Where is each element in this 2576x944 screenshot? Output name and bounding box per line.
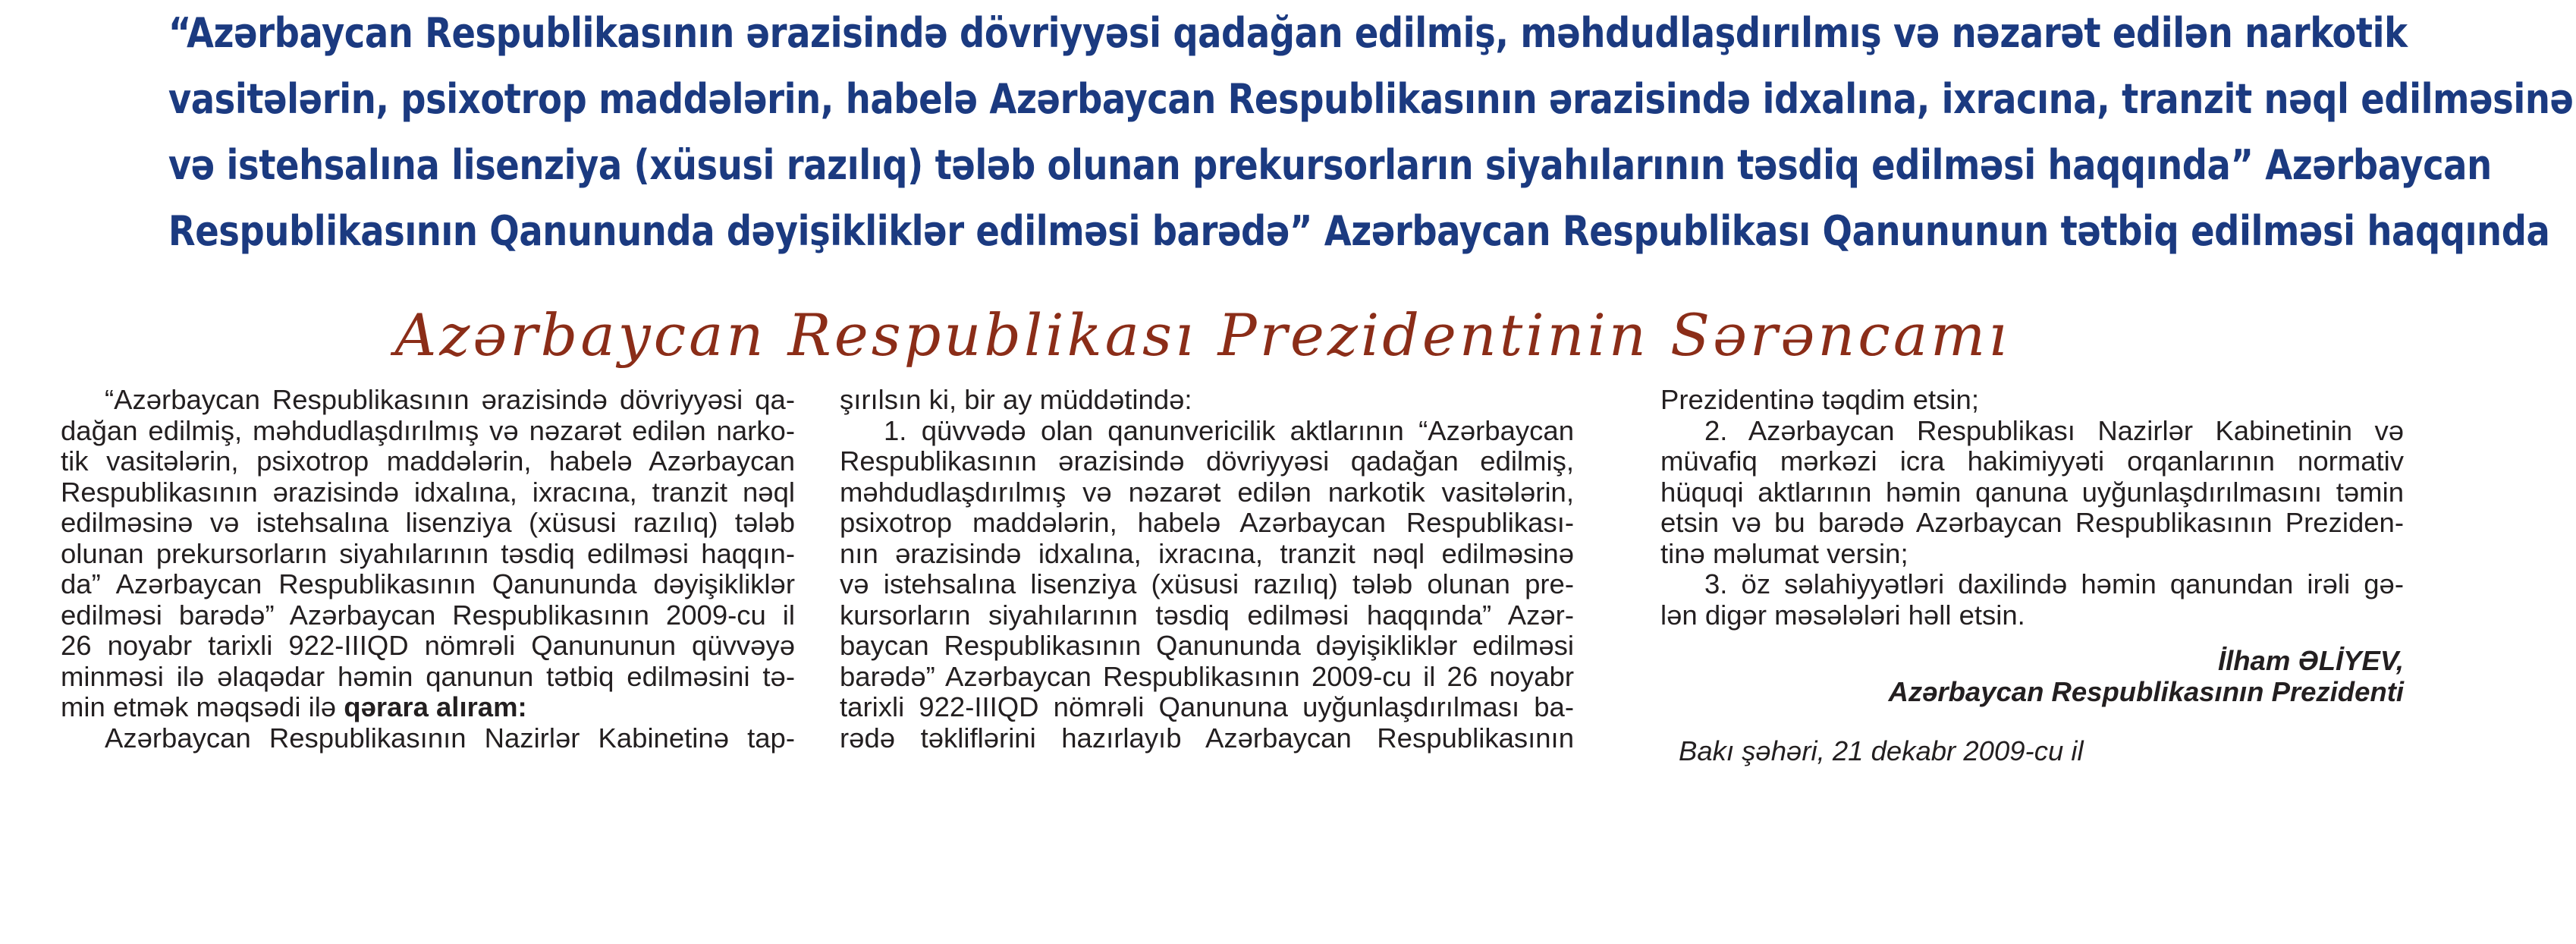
- place-date: Bakı şəhəri, 21 dekabr 2009-cu il: [1679, 735, 2084, 766]
- text-line: [61, 692, 795, 723]
- text-line: 26 noyabr tarixli 922-IIIQD nömrəli Qanununun qüvvəyə: [61, 630, 795, 661]
- text-line: məhdudlaşdırılmış və nəzarət edilən narkotik vasitələrin,: [840, 476, 1574, 508]
- text-line: barədə” Azərbaycan Respublikasının 2009-cu il 26 noyabr: [840, 660, 1574, 692]
- text-line: dağan edilmiş, məhdudlaşdırılmış və nəzarət edilən narko-: [61, 414, 795, 446]
- headline-line: və istehsalına lisenziya (xüsusi razılıq) tələb olunan prekursorların siyahılarının təsdiq edilməsi haqqında” Azərbaycan: [168, 141, 2492, 189]
- text-line: tarixli 922-IIIQD nömrəli Qanununa uyğunlaşdırılması ba-: [840, 691, 1574, 722]
- text-line: tik vasitələrin, psixotrop maddələrin, habelə Azərbaycan: [61, 445, 795, 477]
- text-line: minməsi ilə əlaqədar həmin qanunun tətbiq edilməsini tə-: [61, 660, 795, 692]
- signature-name: İlham ƏLİYEV,: [2217, 645, 2404, 676]
- text-line: Respublikasının ərazisində dövriyyəsi qadağan edilmiş,: [840, 445, 1574, 477]
- text-line: 3. öz səlahiyyətləri daxilində həmin qanundan irəli gə-: [1704, 568, 2404, 599]
- text-line: 1. qüvvədə olan qanunvericilik aktlarının “Azərbaycan: [884, 414, 1574, 446]
- text-line: tinə məlumat versin;: [1660, 537, 1908, 569]
- text-line: Prezidentinə təqdim etsin;: [1660, 384, 1979, 415]
- text-line: etsin və bu barədə Azərbaycan Respublikasının Preziden-: [1660, 507, 2404, 538]
- headline-line: “Azərbaycan Respublikasının ərazisində dövriyyəsi qadağan edilmiş, məhdudlaşdırılmış və nəzarət edilən narkotik: [168, 9, 2408, 57]
- signature-title: Azərbaycan Respublikasının Prezidenti: [1888, 675, 2404, 707]
- text-column-1: [61, 385, 795, 754]
- text-line: baycan Respublikasının Qanununda dəyişikliklər edilməsi: [840, 630, 1574, 661]
- headline-line: vasitələrin, psixotrop maddələrin, habelə Azərbaycan Respublikasının ərazisində idxalına, ixracına, tranzit nəql edilməsinə: [168, 75, 2574, 123]
- text-line: 2. Azərbaycan Respublikası Nazirlər Kabinetinin və: [1704, 414, 2404, 446]
- subtitle: Azərbaycan Respublikası Prezidentinin Sərəncamı: [394, 301, 2010, 369]
- text-line: “Azərbaycan Respublikasının ərazisində dövriyyəsi qa-: [105, 384, 795, 415]
- text-column-2: [840, 385, 1574, 754]
- text-line: və istehsalına lisenziya (xüsusi razılıq) tələb olunan pre-: [840, 568, 1574, 599]
- text-line: nın ərazisində idxalına, ixracına, tranzit nəql edilməsinə: [840, 537, 1574, 569]
- text-line: edilməsi barədə” Azərbaycan Respublikasının 2009-cu il: [61, 599, 795, 631]
- text-line: hüquqi aktlarının həmin qanuna uyğunlaşdırılmasını təmin: [1660, 476, 2404, 508]
- text-line: Azərbaycan Respublikasının Nazirlər Kabinetinə tap-: [105, 722, 795, 754]
- text-line: Respublikasının ərazisində idxalına, ixracına, tranzit nəql: [61, 476, 795, 508]
- text-fragment: min etmək məqsədi ilə: [61, 691, 344, 722]
- headline-line: Respublikasının Qanununda dəyişikliklər edilməsi barədə” Azərbaycan Respublikası Qanununun tətbiq edilməsi haqqında: [168, 207, 2550, 255]
- decision-phrase: qərara alıram:: [344, 691, 527, 722]
- text-line: kursorların siyahılarının təsdiq edilməsi haqqında” Azər-: [840, 599, 1574, 631]
- text-line: şırılsın ki, bir ay müddətində:: [840, 384, 1192, 415]
- text-line: müvafiq mərkəzi icra hakimiyyəti orqanlarının normativ: [1660, 445, 2404, 477]
- text-line: rədə təkliflərini hazırlayıb Azərbaycan Respublikasının: [840, 722, 1574, 754]
- text-column-3: [1660, 385, 2404, 767]
- text-line: da” Azərbaycan Respublikasının Qanununda dəyişikliklər: [61, 568, 795, 599]
- text-line: lən digər məsələləri həll etsin.: [1660, 599, 2025, 631]
- text-line: psixotrop maddələrin, habelə Azərbaycan Respublikası-: [840, 507, 1574, 538]
- text-line: olunan prekursorların siyahılarının təsdiq edilməsi haqqın-: [61, 537, 795, 569]
- text-line: edilməsinə və istehsalına lisenziya (xüsusi razılıq) tələb: [61, 507, 795, 538]
- headline: [168, 0, 2574, 264]
